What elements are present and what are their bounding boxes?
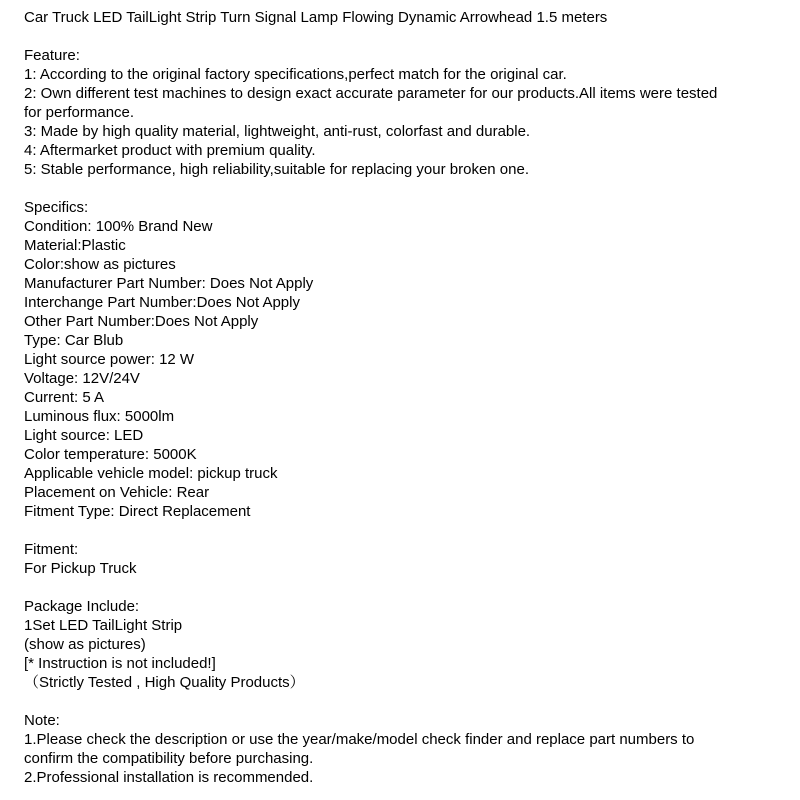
package-section	[24, 597, 790, 692]
fitment-heading: Fitment:	[24, 541, 79, 558]
fitment-section	[24, 540, 790, 578]
feature-line: 1: According to the original factory specifications,perfect match for the original car.	[24, 66, 567, 83]
specifics-heading: Specifics:	[24, 199, 89, 216]
spec-line: Placement on Vehicle: Rear	[24, 484, 210, 501]
feature-line: 4: Aftermarket product with premium quality.	[24, 142, 316, 159]
spec-line: Light source: LED	[24, 427, 144, 444]
feature-line: 3: Made by high quality material, lightweight, anti-rust, colorfast and durable.	[24, 123, 531, 140]
spec-line: Color:show as pictures	[24, 256, 176, 273]
package-heading: Package Include:	[24, 598, 140, 615]
spec-line: Applicable vehicle model: pickup truck	[24, 465, 278, 482]
note-section	[24, 711, 790, 787]
spec-line: Fitment Type: Direct Replacement	[24, 503, 251, 520]
package-line: [* Instruction is not included!]	[24, 655, 216, 672]
feature-line: 5: Stable performance, high reliability,suitable for replacing your broken one.	[24, 161, 530, 178]
spec-line: Luminous flux: 5000lm	[24, 408, 175, 425]
feature-section	[24, 46, 790, 179]
fitment-line: For Pickup Truck	[24, 560, 137, 577]
spec-line: Other Part Number:Does Not Apply	[24, 313, 259, 330]
feature-heading: Feature:	[24, 47, 80, 64]
spec-line: Voltage: 12V/24V	[24, 370, 140, 387]
product-title: Car Truck LED TailLight Strip Turn Signal Lamp Flowing Dynamic Arrowhead 1.5 meters	[24, 9, 608, 26]
spec-line: Color temperature: 5000K	[24, 446, 197, 463]
spec-line: Light source power: 12 W	[24, 351, 195, 368]
specifics-section	[24, 198, 790, 521]
package-line: （Strictly Tested , High Quality Products）	[24, 674, 305, 691]
note-line: 2.Professional installation is recommended.	[24, 769, 314, 786]
spec-line: Interchange Part Number:Does Not Apply	[24, 294, 300, 311]
spec-line: Manufacturer Part Number: Does Not Apply	[24, 275, 314, 292]
note-line: confirm the compatibility before purchasing.	[24, 750, 314, 767]
note-line: 1.Please check the description or use the year/make/model check finder and replace part numbers to	[24, 731, 695, 748]
package-line: (show as pictures)	[24, 636, 146, 653]
package-line: 1Set LED TailLight Strip	[24, 617, 183, 634]
spec-line: Current: 5 A	[24, 389, 105, 406]
spec-line: Type: Car Blub	[24, 332, 124, 349]
feature-line: 2: Own different test machines to design exact accurate parameter for our products.All items were tested	[24, 85, 718, 102]
feature-line: for performance.	[24, 104, 135, 121]
note-heading: Note:	[24, 712, 60, 729]
spec-line: Condition: 100% Brand New	[24, 218, 213, 235]
spec-line: Material:Plastic	[24, 237, 126, 254]
